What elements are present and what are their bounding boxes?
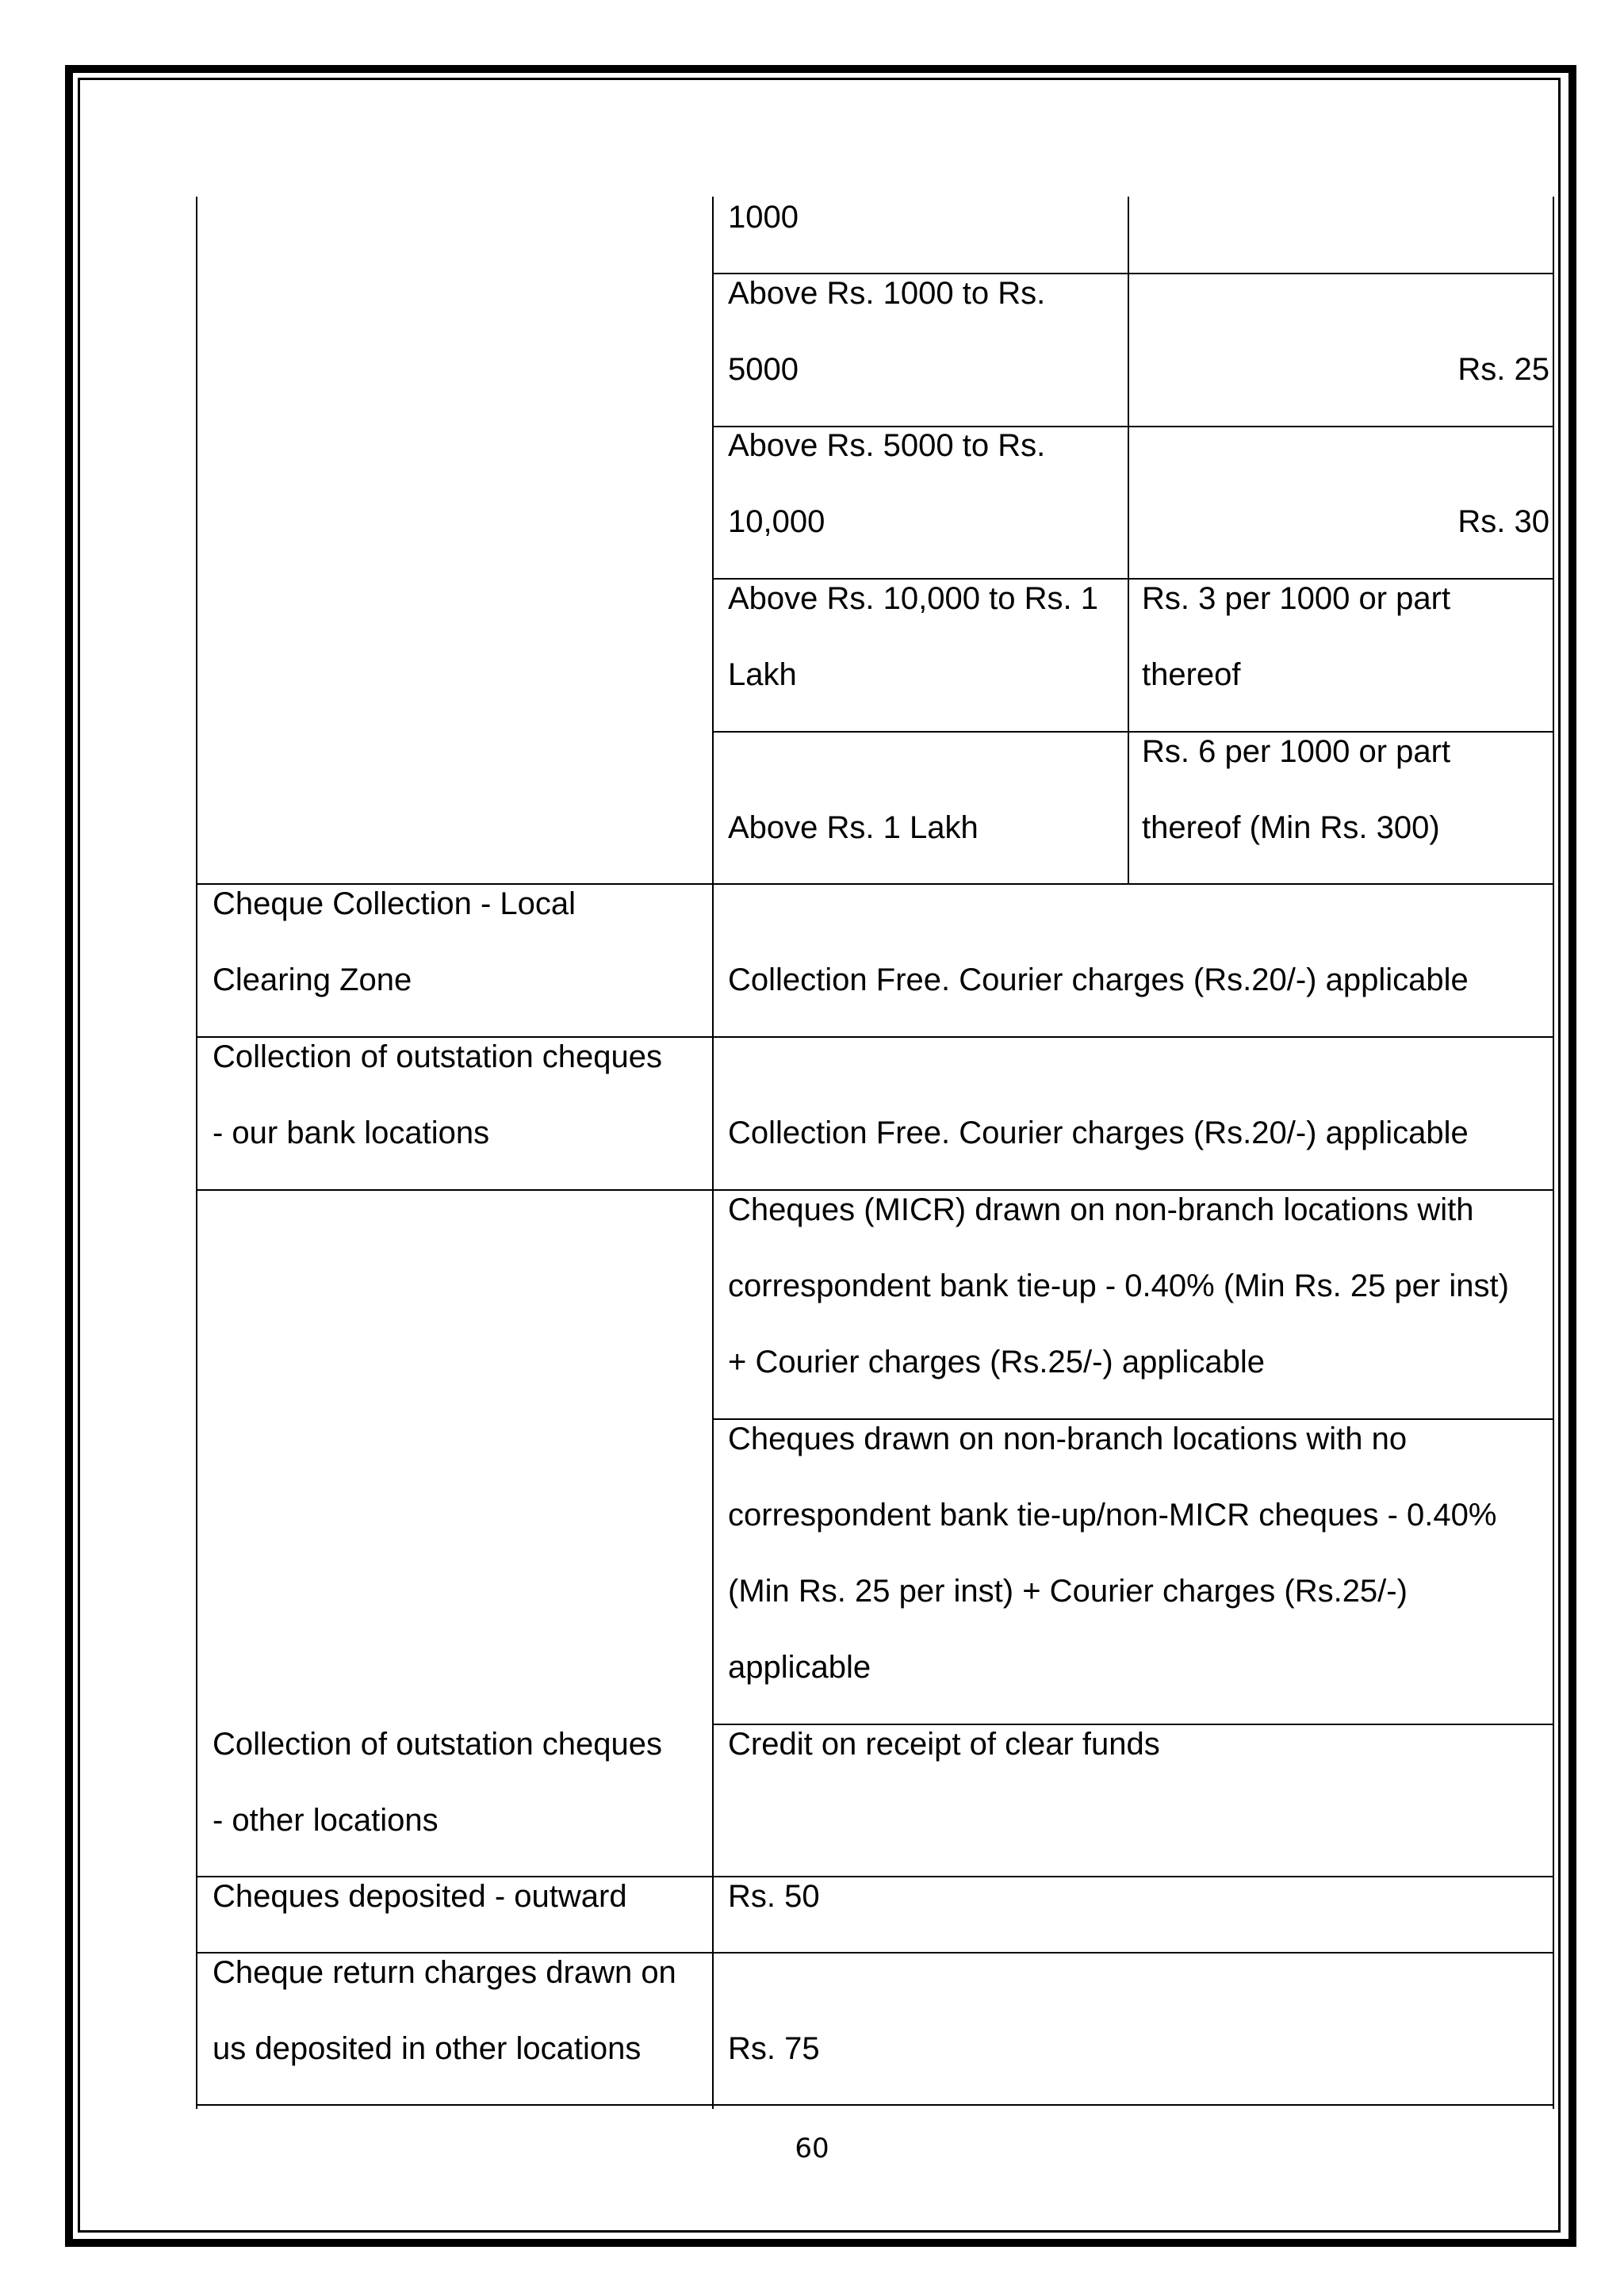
- charge-cell: Rs. 75: [728, 2031, 820, 2066]
- charge-cell: Cheques (MICR) drawn on non-branch locations with correspondent bank tie-up - 0.40% (Min Rs. 25 per inst) + Courier charges (Rs.25/-) applicable: [728, 1192, 1509, 1380]
- table-column-divider: [712, 197, 714, 2109]
- tier-range-cell: Above Rs. 5000 to Rs. 10,000: [728, 428, 1046, 539]
- charge-cell: Cheques drawn on non-branch locations with no correspondent bank tie-up/non-MICR cheques - 0.40% (Min Rs. 25 per inst) + Courier charges (Rs.25/-) applicable: [728, 1422, 1497, 1685]
- charge-cell: Collection Free. Courier charges (Rs.20/-) applicable: [728, 1115, 1469, 1150]
- tier-charge-cell: Rs. 3 per 1000 or part thereof: [1142, 581, 1451, 692]
- service-cell: Cheque return charges drawn on us deposited in other locations: [213, 1955, 676, 2066]
- charge-cell: Rs. 50: [728, 1879, 820, 1914]
- service-cell: Collection of outstation cheques - other locations: [213, 1727, 663, 1838]
- tier-range-cell: 1000: [728, 200, 799, 235]
- charge-cell: Credit on receipt of clear funds: [728, 1727, 1160, 1762]
- page-number: 60: [795, 2133, 829, 2164]
- tier-charge-cell: Rs. 25: [1457, 352, 1549, 387]
- tier-range-cell: Above Rs. 10,000 to Rs. 1 Lakh: [728, 581, 1098, 692]
- service-cell: Collection of outstation cheques - our bank locations: [213, 1039, 663, 1150]
- table-right-border: [1553, 197, 1554, 2109]
- tier-charge-cell: Rs. 30: [1457, 504, 1549, 539]
- service-cell: Cheques deposited - outward: [213, 1879, 627, 1914]
- tier-range-cell: Above Rs. 1000 to Rs. 5000: [728, 276, 1046, 387]
- tier-column-divider: [1128, 197, 1129, 885]
- table-bottom-border: [196, 2104, 1554, 2106]
- table-left-border: [196, 197, 197, 2109]
- charge-cell: Collection Free. Courier charges (Rs.20/-) applicable: [728, 962, 1469, 997]
- tier-range-cell: Above Rs. 1 Lakh: [728, 810, 979, 845]
- service-cell: Cheque Collection - Local Clearing Zone: [213, 886, 576, 997]
- tier-charge-cell: Rs. 6 per 1000 or part thereof (Min Rs. 300): [1142, 734, 1451, 845]
